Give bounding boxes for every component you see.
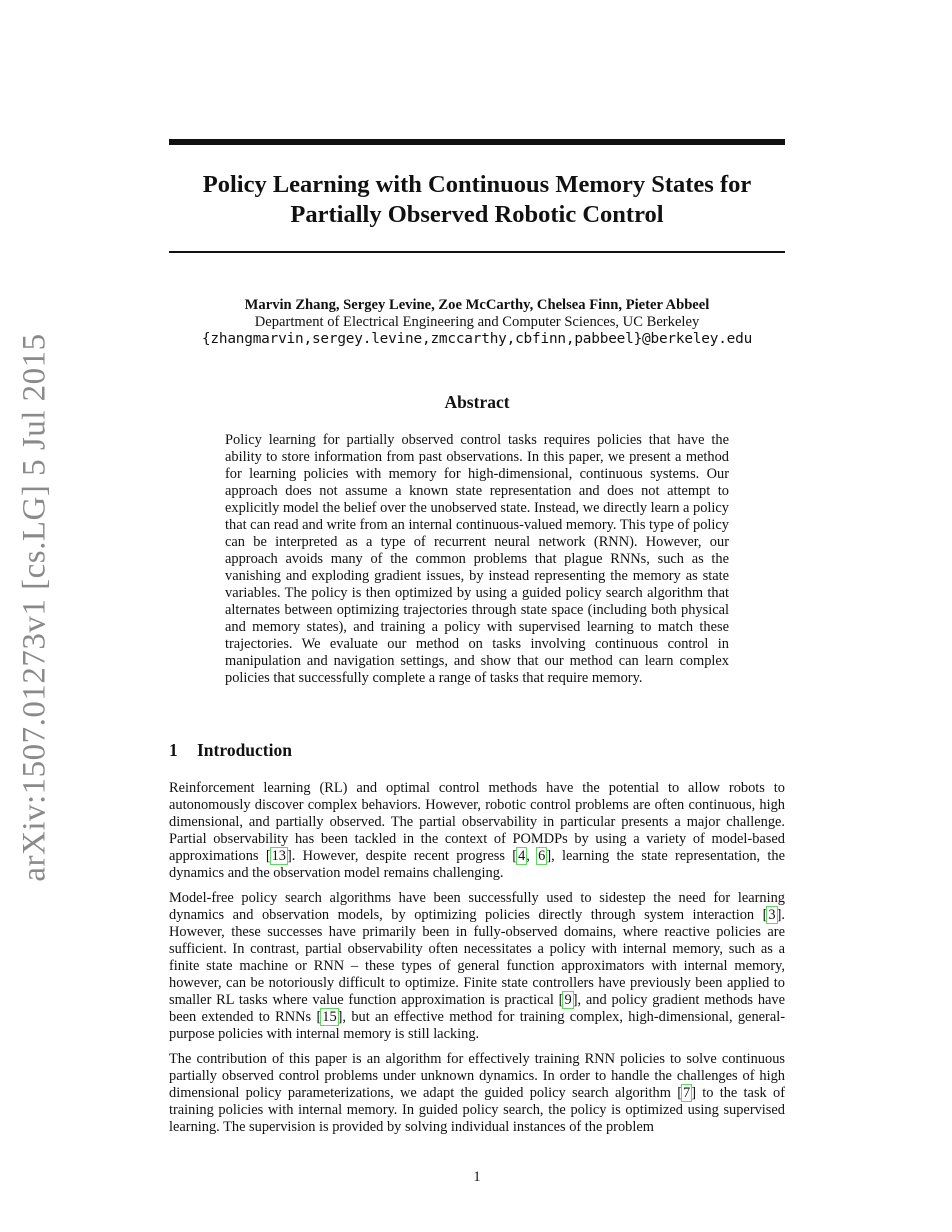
citation-link[interactable]: 9 [564, 992, 572, 1008]
paragraph-2-text-d: ], but an effective method for training complex, high-dimensional, general-purpose policies with internal memory is still lacking. [169, 1009, 785, 1042]
paragraph-1-text-c: , [526, 848, 538, 864]
citation-link[interactable]: 15 [322, 1009, 337, 1025]
paragraph-2 [169, 890, 785, 1043]
author-list: Marvin Zhang, Sergey Levine, Zoe McCarthy, Chelsea Finn, Pieter Abbeel [244, 297, 710, 313]
introduction-body [169, 780, 785, 1144]
paper-title: Policy Learning with Continuous Memory States for Partially Observed Robotic Control [202, 171, 752, 228]
citation-link[interactable]: 13 [271, 848, 286, 864]
section-number: 1 [169, 740, 178, 760]
arxiv-identifier-stamp [12, 333, 58, 882]
paragraph-1 [169, 780, 785, 882]
citation-link[interactable]: 4 [518, 848, 526, 864]
paragraph-3-text-a: The contribution of this paper is an algorithm for effectively training RNN policies to solve continuous partially observed control problems under unknown dynamics. In order to handle the challenges of high dimensional policy parameterizations, we adapt the guided policy search algorithm [ [169, 1051, 785, 1101]
abstract-heading: Abstract [444, 392, 510, 412]
author-emails: {zhangmarvin,sergey.levine,zmccarthy,cbfinn,pabbeel}@berkeley.edu [201, 331, 753, 347]
paragraph-3 [169, 1051, 785, 1136]
citation-link[interactable]: 7 [683, 1085, 691, 1101]
paragraph-2-text-b: ]. However, these successes have primarily been in fully-observed domains, where reactive policies are sufficient. In contrast, partial observability often necessitates a policy with internal memory, such as a finite state machine or RNN – these types of general function approximators with internal memory, however, can be notoriously difficult to optimize. Finite state controllers have previously been applied to smaller RL tasks where value function approximation is practical [ [169, 907, 785, 1008]
citation-link[interactable]: 3 [768, 907, 776, 923]
paragraph-1-text-b: ]. However, despite recent progress [ [287, 848, 518, 864]
section-heading-introduction [169, 740, 785, 760]
title-rule-bottom [169, 251, 785, 253]
page-number: 1 [473, 1169, 481, 1185]
abstract-text: Policy learning for partially observed control tasks requires policies that have the ability to store information from past observations. In this paper, we present a method for learning policies with memory for high-dimensional, continuous systems. Our approach does not assume a known state representation and does not attempt to explicitly model the belief over the unobserved state. Instead, we directly learn a policy that can read and write from an internal continuous-valued memory. This type of policy can be interpreted as a type of recurrent neural network (RNN). However, our approach avoids many of the common problems that plague RNNs, such as the vanishing and exploding gradient issues, by instead representing the memory as state variables. The policy is then optimized by using a guided policy search algorithm that alternates between optimizing trajectories through state space (including both physical and memory states), and training a policy with supervised learning to match these trajectories. We evaluate our method on tasks involving continuous control in manipulation and navigation settings, and show that our method can learn complex policies that successfully complete a range of tasks that require memory. [225, 432, 729, 686]
paragraph-2-text-a: Model-free policy search algorithms have been successfully used to sidestep the need for learning dynamics and observation models, by optimizing policies directly through system interaction [ [169, 890, 785, 923]
citation-link[interactable]: 6 [538, 848, 546, 864]
title-rule-top [169, 139, 785, 145]
affiliation: Department of Electrical Engineering and Computer Sciences, UC Berkeley [254, 314, 700, 330]
section-title: Introduction [197, 740, 292, 760]
arxiv-identifier-text: arXiv:1507.01273v1 [cs.LG] 5 Jul 2015 [16, 333, 53, 882]
paragraph-1-text-a: Reinforcement learning (RL) and optimal control methods have the potential to allow robots to autonomously discover complex behaviors. However, robotic control problems are often continuous, high dimensional, and partially observed. The partial observability in particular presents a major challenge. Partial observability has been tackled in the context of POMDPs by using a variety of model-based approximations [ [169, 780, 785, 864]
paragraph-2-text-c: ], and policy gradient methods have been extended to RNNs [ [169, 992, 785, 1025]
paragraph-1-text-d: ], learning the state representation, the dynamics and the observation model remains challenging. [169, 848, 785, 881]
paragraph-3-text-b: ] to the task of training policies with internal memory. In guided policy search, the policy is optimized using supervised learning. The supervision is provided by solving individual instances of the problem [169, 1085, 785, 1135]
